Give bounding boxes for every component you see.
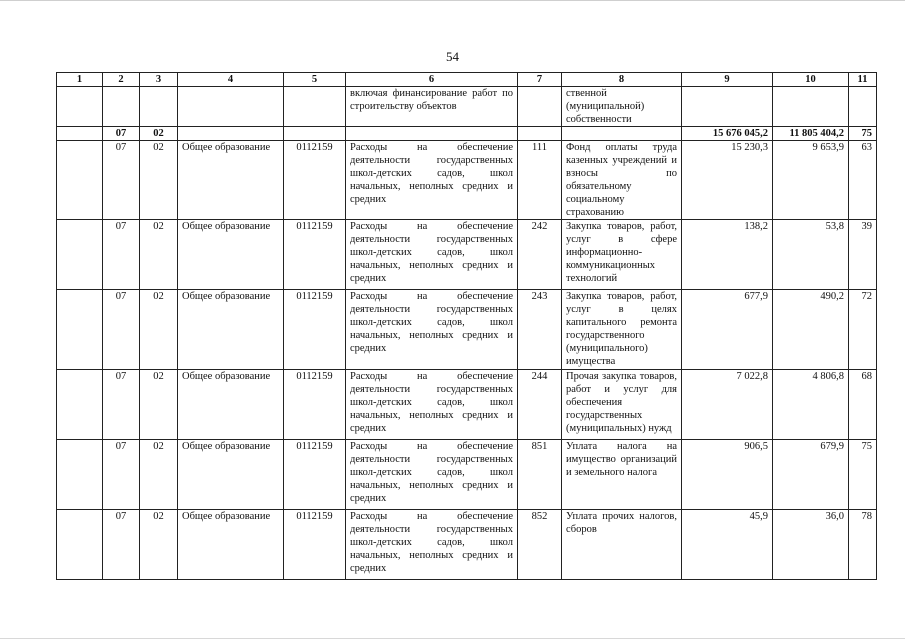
section-code: 07 bbox=[103, 220, 140, 290]
expense-type-code: 851 bbox=[518, 440, 562, 510]
subsection-code: 02 bbox=[140, 510, 178, 580]
expense-type-code: 244 bbox=[518, 370, 562, 440]
column-header-6: 6 bbox=[346, 73, 518, 87]
actual-amount: 4 806,8 bbox=[773, 370, 849, 440]
table-row bbox=[57, 220, 877, 290]
continuation-expense-text: включая финансирование работ по строительству объектов bbox=[346, 87, 518, 127]
plan-amount: 677,9 bbox=[682, 290, 773, 370]
section-code: 07 bbox=[103, 370, 140, 440]
expense-type-name: Уплата прочих налогов, сборов bbox=[562, 510, 682, 580]
column-header-5: 5 bbox=[284, 73, 346, 87]
section-name: Общее образование bbox=[178, 440, 284, 510]
column-header-3: 3 bbox=[140, 73, 178, 87]
execution-percent: 63 bbox=[849, 141, 877, 220]
section-name: Общее образование bbox=[178, 370, 284, 440]
plan-amount: 45,9 bbox=[682, 510, 773, 580]
column-header-11: 11 bbox=[849, 73, 877, 87]
column-header-2: 2 bbox=[103, 73, 140, 87]
subsection-code: 02 bbox=[140, 370, 178, 440]
actual-amount: 679,9 bbox=[773, 440, 849, 510]
target-article-code: 0112159 bbox=[284, 370, 346, 440]
column-header-9: 9 bbox=[682, 73, 773, 87]
expense-type-code: 243 bbox=[518, 290, 562, 370]
column-header-10: 10 bbox=[773, 73, 849, 87]
total-row bbox=[57, 127, 877, 141]
plan-amount: 138,2 bbox=[682, 220, 773, 290]
section-name: Общее образование bbox=[178, 141, 284, 220]
total-plan-amount: 15 676 045,2 bbox=[682, 127, 773, 141]
actual-amount: 9 653,9 bbox=[773, 141, 849, 220]
table-row bbox=[57, 440, 877, 510]
expense-type-name: Закупка товаров, работ, услуг в сфере информационно-коммуникационных технологий bbox=[562, 220, 682, 290]
page-number: 54 bbox=[446, 49, 459, 64]
article-name: Расходы на обеспечение деятельности государственных школ-детских садов, школ начальных, неполных средних и средних bbox=[346, 290, 518, 370]
target-article-code: 0112159 bbox=[284, 141, 346, 220]
target-article-code: 0112159 bbox=[284, 290, 346, 370]
section-code: 07 bbox=[103, 290, 140, 370]
cell-blank bbox=[57, 220, 103, 290]
total-percent: 75 bbox=[849, 127, 877, 141]
expense-type-name: Фонд оплаты труда казенных учреждений и взносы по обязательному социальному страхованию bbox=[562, 141, 682, 220]
subsection-code: 02 bbox=[140, 290, 178, 370]
total-actual-amount: 11 805 404,2 bbox=[773, 127, 849, 141]
expense-type-name: Прочая закупка товаров, работ и услуг для обеспечения государственных (муниципальных) нужд bbox=[562, 370, 682, 440]
plan-amount: 906,5 bbox=[682, 440, 773, 510]
article-name: Расходы на обеспечение деятельности государственных школ-детских садов, школ начальных, неполных средних и средних bbox=[346, 141, 518, 220]
table-row bbox=[57, 141, 877, 220]
article-name: Расходы на обеспечение деятельности государственных школ-детских садов, школ начальных, неполных средних и средних bbox=[346, 510, 518, 580]
cell-blank bbox=[57, 290, 103, 370]
actual-amount: 490,2 bbox=[773, 290, 849, 370]
scan-artifact-top bbox=[0, 0, 905, 1]
table-row bbox=[57, 510, 877, 580]
article-name: Расходы на обеспечение деятельности государственных школ-детских садов, школ начальных, неполных средних и средних bbox=[346, 440, 518, 510]
section-code: 07 bbox=[103, 141, 140, 220]
plan-amount: 7 022,8 bbox=[682, 370, 773, 440]
target-article-code: 0112159 bbox=[284, 220, 346, 290]
subsection-code: 02 bbox=[140, 220, 178, 290]
cell-blank bbox=[57, 510, 103, 580]
subsection-code: 02 bbox=[140, 141, 178, 220]
section-code: 07 bbox=[103, 440, 140, 510]
execution-percent: 78 bbox=[849, 510, 877, 580]
execution-percent: 72 bbox=[849, 290, 877, 370]
expense-type-code: 852 bbox=[518, 510, 562, 580]
table-row bbox=[57, 290, 877, 370]
article-name: Расходы на обеспечение деятельности государственных школ-детских садов, школ начальных, неполных средних и средних bbox=[346, 370, 518, 440]
cell-blank bbox=[57, 440, 103, 510]
column-header-4: 4 bbox=[178, 73, 284, 87]
execution-percent: 39 bbox=[849, 220, 877, 290]
header-row bbox=[57, 73, 877, 87]
continuation-expense-type: ственной (муниципальной) собственности bbox=[562, 87, 682, 127]
budget-table bbox=[56, 72, 877, 580]
cell-blank bbox=[57, 370, 103, 440]
actual-amount: 36,0 bbox=[773, 510, 849, 580]
scan-artifact-bottom bbox=[0, 638, 905, 639]
total-subsection: 02 bbox=[140, 127, 178, 141]
execution-percent: 68 bbox=[849, 370, 877, 440]
section-name: Общее образование bbox=[178, 510, 284, 580]
column-header-1: 1 bbox=[57, 73, 103, 87]
plan-amount: 15 230,3 bbox=[682, 141, 773, 220]
expense-type-name: Закупка товаров, работ, услуг в целях капитального ремонта государственного (муниципального) имущества bbox=[562, 290, 682, 370]
execution-percent: 75 bbox=[849, 440, 877, 510]
expense-type-name: Уплата налога на имущество организаций и земельного налога bbox=[562, 440, 682, 510]
total-section: 07 bbox=[103, 127, 140, 141]
column-header-8: 8 bbox=[562, 73, 682, 87]
target-article-code: 0112159 bbox=[284, 440, 346, 510]
article-name: Расходы на обеспечение деятельности государственных школ-детских садов, школ начальных, неполных средних и средних bbox=[346, 220, 518, 290]
subsection-code: 02 bbox=[140, 440, 178, 510]
cell-blank bbox=[57, 141, 103, 220]
section-name: Общее образование bbox=[178, 290, 284, 370]
table-row bbox=[57, 370, 877, 440]
section-code: 07 bbox=[103, 510, 140, 580]
target-article-code: 0112159 bbox=[284, 510, 346, 580]
expense-type-code: 242 bbox=[518, 220, 562, 290]
expense-type-code: 111 bbox=[518, 141, 562, 220]
section-name: Общее образование bbox=[178, 220, 284, 290]
actual-amount: 53,8 bbox=[773, 220, 849, 290]
continuation-row bbox=[57, 87, 877, 127]
column-header-7: 7 bbox=[518, 73, 562, 87]
